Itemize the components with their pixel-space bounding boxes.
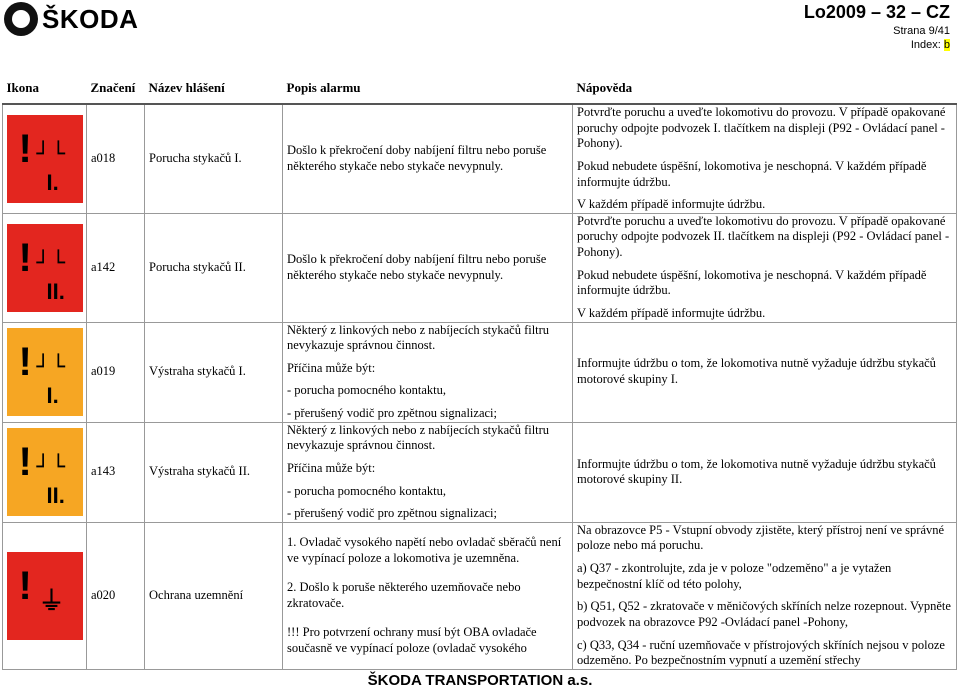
icon-cell xyxy=(3,213,87,322)
icon-cell xyxy=(3,522,87,669)
document-code: Lo2009 – 32 – CZ xyxy=(803,2,950,22)
alarm-description: Došlo k překročení doby nabíjení filtru nebo poruše některého stykače nebo stykače nevypnuly. xyxy=(283,213,573,322)
alarm-table xyxy=(2,73,957,670)
earth-protection-icon: ! ⏚ xyxy=(7,552,83,640)
alarm-help: Informujte údržbu o tom, že lokomotiva nutně vyžaduje údržbu stykačů motorové skupiny I. xyxy=(573,322,957,422)
icon-cell xyxy=(3,104,87,213)
alarm-help: Informujte údržbu o tom, že lokomotiva nutně vyžaduje údržbu stykačů motorové skupiny II. xyxy=(573,422,957,522)
column-header-code: Značení xyxy=(87,73,145,104)
alarm-description: Některý z linkových nebo z nabíjecích stykačů filtru nevykazuje správnou činnost. Příčina může být: - porucha pomocného kontaktu, - přerušený vodič pro zpětnou signalizaci; xyxy=(283,422,573,522)
ground-symbol-icon: ⏚ xyxy=(38,586,65,617)
table-header-row xyxy=(3,73,957,104)
alarm-name: Ochrana uzemnění xyxy=(145,522,283,669)
contactor-warning-icon: ! ┘└ I. xyxy=(7,328,83,416)
index-value: b xyxy=(943,39,950,51)
alarm-code: a019 xyxy=(87,322,145,422)
alarm-help: Potvrďte poruchu a uveďte lokomotivu do provozu. V případě opakované poruchy odpojte podvozek I. tlačítkem na displeji (P92 - Ovládací panel - Pohony). Pokud nebudete úspěšní, lokomotiva je neschopná. V každém případě informujte údržbu. V každém případě informujte údržbu. xyxy=(573,104,957,213)
alarm-code: a018 xyxy=(87,104,145,213)
document-index xyxy=(804,39,950,51)
brand-name: ŠKODA xyxy=(42,3,139,34)
skoda-winged-arrow-icon xyxy=(4,2,38,36)
alarm-code: a142 xyxy=(87,213,145,322)
index-label: Index: xyxy=(910,39,941,51)
alarm-description: Některý z linkových nebo z nabíjecích stykačů filtru nevykazuje správnou činnost. Příčina může být: - porucha pomocného kontaktu, - přerušený vodič pro zpětnou signalizaci; xyxy=(283,322,573,422)
column-header-name: Název hlášení xyxy=(145,73,283,104)
page-footer: ŠKODA TRANSPORTATION a.s. xyxy=(367,672,593,689)
contactor-fault-icon: ! ┘└ I. xyxy=(7,115,83,203)
contactor-fault-icon: ! ┘└ II. xyxy=(7,224,83,312)
icon-cell xyxy=(3,322,87,422)
contactor-warning-icon: ! ┘└ II. xyxy=(7,428,83,516)
column-header-icon: Ikona xyxy=(3,73,87,104)
alarm-name: Porucha stykačů I. xyxy=(145,104,283,213)
document-id-block xyxy=(804,2,950,51)
alarm-code: a143 xyxy=(87,422,145,522)
icon-cell xyxy=(3,422,87,522)
alarm-description: 1. Ovladač vysokého napětí nebo ovladač sběračů není ve vypínací poloze a lokomotiva je uzemněna. 2. Došlo k poruše některého uzemňovače nebo zkratovače. !!! Pro potvrzení ochrany musí být OBA ovladače současně ve vypínací poloze (ovladač vysokého xyxy=(283,522,573,669)
alarm-help: Na obrazovce P5 - Vstupní obvody zjistěte, který přístroj není ve správné poloze nebo má poruchu. a) Q37 - zkontrolujte, zda je v poloze "odzeměno" a je vytažen bezpečnostní klíč od této polohy, b) Q51, Q52 - zkratovače v měničových skříních nelze rozepnout. Vypněte podvozek na obrazovce P92 -Ovládací panel -Pohony, c) Q33, Q34 - ruční uzemňovače v přístrojových skříních nejsou v poloze odzeměno. Po bezpečnostním vypnutí a uzemění střechy xyxy=(573,522,957,669)
table-row xyxy=(3,213,957,322)
alarm-name: Výstraha stykačů I. xyxy=(145,322,283,422)
column-header-description: Popis alarmu xyxy=(283,73,573,104)
table-row xyxy=(3,322,957,422)
table-row xyxy=(3,522,957,669)
table-row xyxy=(3,104,957,213)
alarm-help: Potvrďte poruchu a uveďte lokomotivu do provozu. V případě opakované poruchy odpojte podvozek II. tlačítkem na displeji (P92 - Ovládací panel - Pohony). Pokud nebudete úspěšní, lokomotiva je neschopná. V každém případě informujte údržbu. V každém případě informujte údržbu. xyxy=(573,213,957,322)
alarm-code: a020 xyxy=(87,522,145,669)
column-header-help: Nápověda xyxy=(573,73,957,104)
alarm-name: Výstraha stykačů II. xyxy=(145,422,283,522)
skoda-logo xyxy=(4,2,138,36)
page-number: Strana 9/41 xyxy=(893,25,950,37)
alarm-description: Došlo k překročení doby nabíjení filtru nebo poruše některého stykače nebo stykače nevypnuly. xyxy=(283,104,573,213)
table-row xyxy=(3,422,957,522)
alarm-name: Porucha stykačů II. xyxy=(145,213,283,322)
